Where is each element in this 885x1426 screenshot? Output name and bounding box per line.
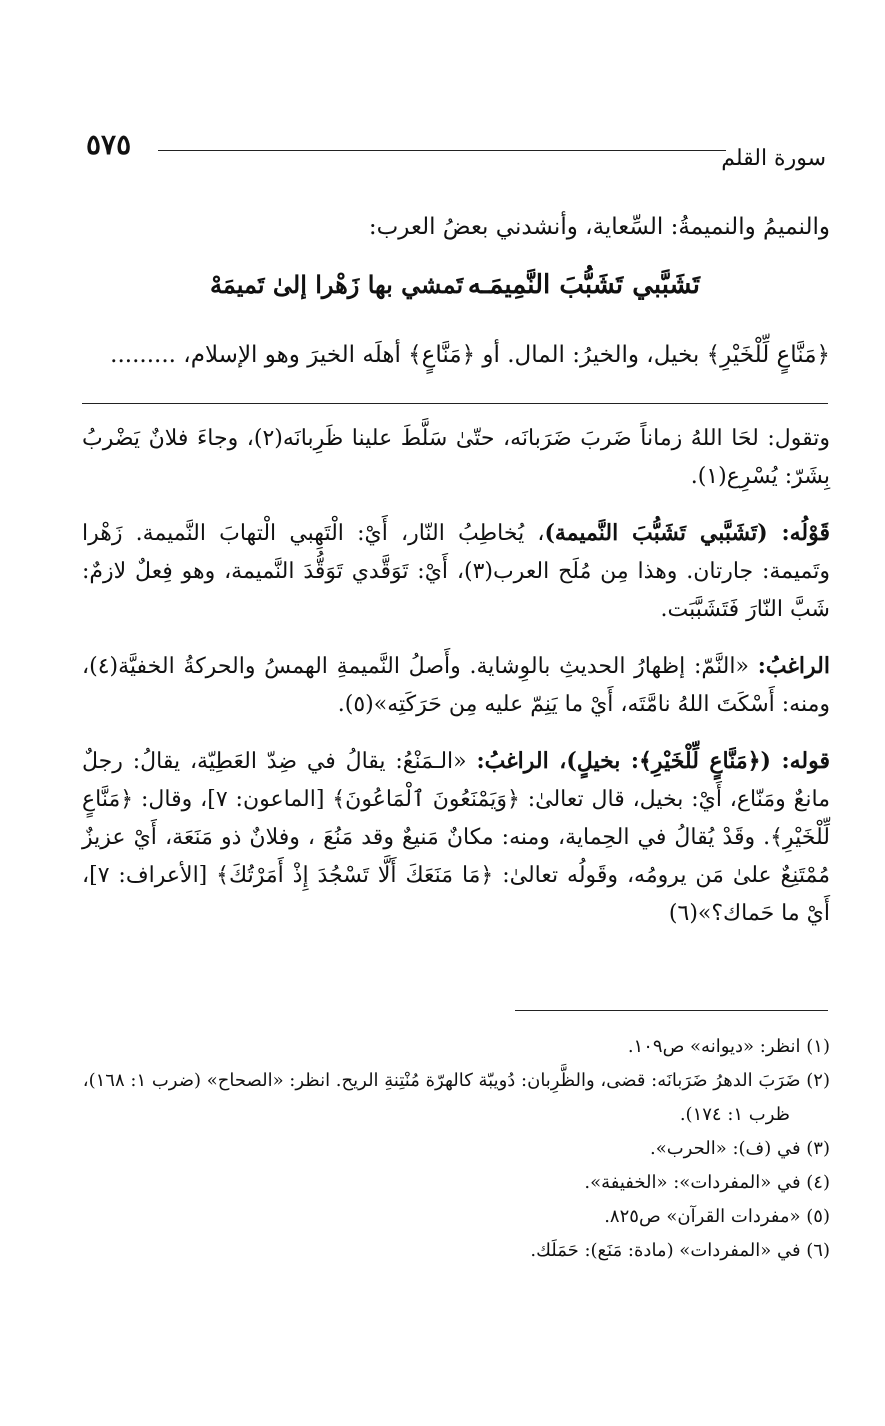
intro-line: والنميمُ والنميمةُ: السِّعاية، وأنشدني بعضُ العرب: [368, 214, 830, 240]
footnotes [82, 1030, 830, 1268]
poem-hemistich-2: تَمشي بها زَهْرا إلىٰ تَميمَهْ [210, 270, 464, 299]
commentary-label-3: الراغبُ: [757, 653, 830, 679]
footnote-2: (٢) ضَرَبَ الدهرُ ضَرَبانَه: قضى، والظَّرِبان: دُويبّة كالهرّة مُنْتِنةِ الريح. انظر: «الصحاح» (ضرب ١: ١٦٨)، [82, 1070, 830, 1091]
commentary-paragraph-3 [82, 647, 830, 724]
commentary-text-3: «النَّمّ: إظهارُ الحديثِ بالوِشاية. وأَصلُ النَّميمةِ الهمسُ والحركةُ الخفيَّة(٤)، ومنه: أَسْكَتَ اللهُ نامَّتَه، أَيْ ما يَنِمّ عليه مِن حَرَكَتِه»(٥). [82, 654, 830, 717]
poem-verse [210, 270, 700, 310]
commentary-text-4: «الـمَنْعُ: يقالُ في ضِدّ العَطِيّة، يقالُ: رجلٌ مانعٌ ومَنّاع، أَيْ: بخيل، قال تعالىٰ: ﴿وَيَمْنَعُونَ ٱلْمَاعُونَ﴾ [الماعون: ٧]، وقال: ﴿مَنَّاعٍ لِّلْخَيْرِ﴾. وقَدْ يُقالُ في الحِماية، ومنه: مكانٌ مَنيعٌ وقد مَنُعَ ، وفلانٌ ذو مَنَعَة، أَيْ عزيزٌ مُمْتَنِعٌ علىٰ مَن يرومُه، وقَولُه تعالىٰ: ﴿مَا مَنَعَكَ أَلَّا تَسْجُدَ إِذْ أَمَرْتُكَ﴾ [الأعراف: ٧]، أَيْ ما حَماك؟»(٦) [82, 749, 830, 926]
main-rule [82, 403, 828, 404]
header-rule [158, 150, 726, 151]
poem-hemistich-1: تَشَبَّبي تَشَبُّبَ النَّمِيمَـه [467, 270, 700, 300]
commentary-paragraph-2 [82, 514, 830, 629]
footnote-2-continuation: ظرب ١: ١٧٤). [679, 1104, 790, 1125]
commentary-label-4: قوله: (﴿مَنَّاعٍ لِّلْخَيْرِ﴾: بخيلٍ)، الراغبُ: [476, 748, 830, 774]
footnote-4: (٤) في «المفردات»: «الخفيفة». [584, 1172, 830, 1193]
commentary-paragraph-4 [82, 742, 830, 933]
commentary [82, 420, 830, 951]
footnote-rule [515, 1010, 828, 1011]
footnote-5: (٥) «مفردات القرآن» ص٨٢٥. [604, 1206, 830, 1227]
footnote-1: (١) انظر: «ديوانه» ص١٠٩. [627, 1036, 830, 1057]
commentary-text-2: ، يُخاطِبُ النّار، أَيْ: الْتَهِبي الْتهابَ النَّميمة. زَهْرا وتَميمة: جارتان. وهذا مِن مُلَح العرب(٣)، أَيْ: تَوَقَّدي تَوَقُّدَ النَّميمة، وهو فِعلٌ لازمٌ: شَبَّ النّارَ فَتَشَبَّبَت. [82, 521, 831, 622]
surah-name: سورة القلم [721, 146, 826, 171]
page-number: ٥٧٥ [86, 128, 132, 161]
quran-line: ﴿مَنَّاعٍ لِّلْخَيْرِ﴾ بخيل، والخيرُ: المال. أو ﴿مَنَّاعٍ﴾ أهلَه الخيرَ وهو الإسلام، ......... [110, 342, 830, 368]
commentary-label-2: قَوْلُه: (تَشَبَّبي تَشَبُّبَ النَّميمة) [544, 520, 830, 546]
footnote-6: (٦) في «المفردات» (مادة: مَنَع): حَمَلَك. [530, 1240, 830, 1261]
commentary-paragraph-1: وتقول: لحَا اللهُ زماناً ضَربَ ضَرَبانَه، حتّىٰ سَلَّطَ علينا ظَرِبانَه(٢)، وجاءَ فلانٌ يَضْربُ بِشَرّ: يُسْرِع(١). [82, 426, 830, 489]
footnote-3: (٣) في (ف): «الحرب». [650, 1138, 830, 1159]
page-header [86, 128, 826, 188]
